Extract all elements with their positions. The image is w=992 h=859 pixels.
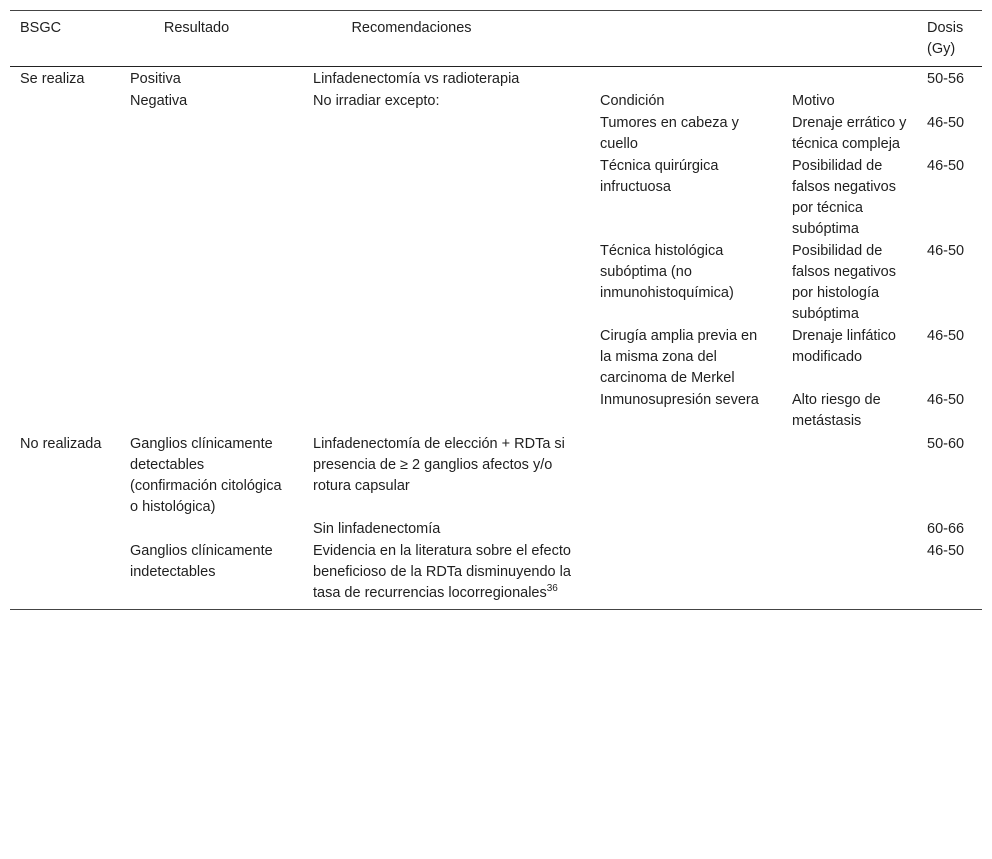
cell-bsgc [10, 240, 120, 325]
cell-dosis: 50-60 [927, 436, 965, 452]
table-row [10, 432, 982, 518]
cell-bsgc [10, 518, 120, 540]
cell-dosis: 46-50 [927, 392, 965, 408]
cell-recomendacion: Linfadenectomía vs radioterapia [313, 71, 520, 87]
cell-bsgc [10, 325, 120, 389]
cell-dosis: 46-50 [927, 158, 965, 174]
cell-condicion [590, 432, 782, 518]
cell-bsgc [10, 155, 120, 240]
recommendations-table [10, 10, 982, 610]
cell-resultado [120, 389, 303, 432]
cell-bsgc [10, 112, 120, 155]
cell-bsgc [10, 389, 120, 432]
cell-motivo [782, 540, 917, 610]
cell-recomendacion: No irradiar excepto: [313, 93, 440, 109]
reference-superscript: 36 [546, 583, 558, 594]
header-dosis: Dosis (Gy) [917, 11, 982, 67]
cell-resultado [120, 155, 303, 240]
cell-motivo [782, 67, 917, 91]
header-empty-2 [782, 11, 917, 67]
cell-condicion: Cirugía amplia previa en la misma zona del carcinoma de Merkel [600, 328, 758, 386]
table-row [10, 90, 982, 112]
cell-bsgc [10, 540, 120, 610]
cell-motivo: Posibilidad de falsos negativos por histología subóptima [792, 243, 896, 322]
cell-recomendacion [303, 389, 590, 432]
cell-motivo [782, 518, 917, 540]
table-row [10, 540, 982, 610]
cell-resultado [120, 240, 303, 325]
cell-bsgc: No realizada [20, 436, 102, 452]
table-row [10, 112, 982, 155]
cell-condicion: Técnica quirúrgica infructuosa [600, 158, 719, 195]
table-row [10, 240, 982, 325]
cell-resultado: Negativa [130, 93, 188, 109]
cell-recomendacion: Linfadenectomía de elección + RDTa si presencia de ≥ 2 ganglios afectos y/o rotura capsular [313, 436, 565, 494]
table-row [10, 67, 982, 91]
cell-condicion [590, 540, 782, 610]
cell-dosis: 50-56 [927, 71, 965, 87]
cell-resultado [120, 325, 303, 389]
cell-bsgc [10, 90, 120, 112]
cell-motivo: Posibilidad de falsos negativos por técnica subóptima [792, 158, 896, 237]
table-row [10, 389, 982, 432]
cell-motivo: Drenaje linfático modificado [792, 328, 896, 365]
cell-resultado: Positiva [130, 71, 181, 87]
cell-bsgc: Se realiza [20, 71, 85, 87]
cell-dosis: 46-50 [917, 540, 982, 610]
cell-resultado: Ganglios clínicamente detectables (confirmación citológica o histológica) [130, 436, 282, 515]
cell-recomendacion [303, 325, 590, 389]
header-empty-1 [590, 11, 782, 67]
cell-condicion: Condición [600, 93, 665, 109]
cell-dosis: 60-66 [927, 521, 965, 537]
table-row [10, 155, 982, 240]
cell-resultado [120, 112, 303, 155]
recommendations-table-container [10, 10, 982, 610]
cell-dosis: 46-50 [927, 243, 965, 259]
cell-condicion [590, 67, 782, 91]
cell-condicion: Tumores en cabeza y cuello [600, 115, 739, 152]
cell-recomendacion [303, 540, 590, 610]
cell-motivo: Alto riesgo de metástasis [792, 392, 881, 429]
cell-dosis [917, 90, 982, 112]
recomendacion-text: Evidencia en la literatura sobre el efecto beneficioso de la RDTa disminuyendo la tasa de recurrencias locorregionales [313, 543, 571, 601]
cell-motivo: Motivo [792, 93, 835, 109]
cell-motivo [782, 432, 917, 518]
header-row [10, 11, 982, 67]
cell-dosis: 46-50 [927, 115, 965, 131]
cell-recomendacion [303, 155, 590, 240]
table-row [10, 518, 982, 540]
cell-motivo: Drenaje errático y técnica compleja [792, 115, 907, 152]
cell-condicion: Inmunosupresión severa [600, 392, 759, 408]
cell-dosis: 46-50 [927, 328, 965, 344]
cell-recomendacion [303, 240, 590, 325]
cell-recomendacion: Sin linfadenectomía [313, 521, 441, 537]
header-resultado: Resultado [120, 11, 303, 67]
table-row [10, 325, 982, 389]
cell-resultado: Ganglios clínicamente indetectables [120, 540, 303, 610]
cell-resultado [120, 518, 303, 540]
cell-condicion: Técnica histológica subóptima (no inmunohistoquímica) [600, 243, 734, 301]
cell-condicion [590, 518, 782, 540]
cell-recomendacion [303, 112, 590, 155]
header-recomendaciones: Recomendaciones [303, 11, 590, 67]
header-bsgc: BSGC [10, 11, 120, 67]
